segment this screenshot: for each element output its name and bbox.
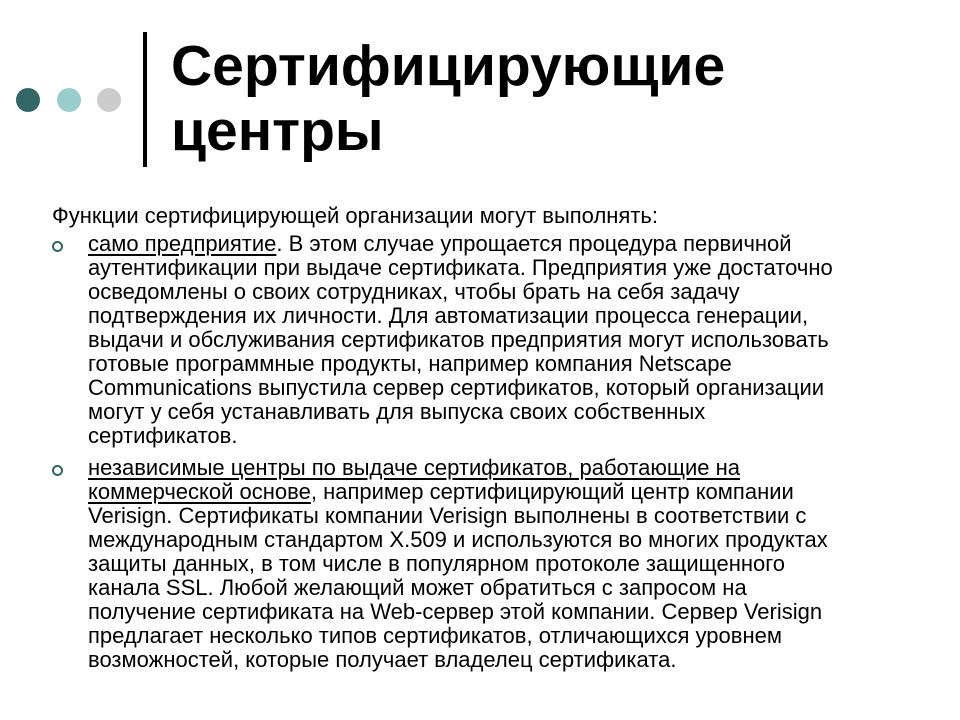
underlined-term: независимые центры по выдаче сертификатов, работающие на (88, 455, 740, 480)
text-segment: выдачи и обслуживания сертификатов предприятия могут использовать (88, 327, 829, 352)
bullet-ring-icon (52, 241, 63, 252)
bullet-1-line (88, 232, 792, 256)
underlined-term: коммерческой основе (88, 479, 311, 504)
text-segment: готовые программные продукты, например компания Netscape (88, 351, 732, 376)
bullet-1-line (88, 352, 732, 376)
text-segment: предлагает несколько типов сертификатов, отличающихся уровнем (88, 623, 782, 648)
bullet-1-line (88, 424, 237, 448)
text-segment: осведомлены о своих сотрудниках, чтобы брать на себя задачу (88, 279, 740, 304)
bullet-ring-icon (52, 465, 63, 476)
text-segment: канала SSL. Любой желающий может обратиться с запросом на (88, 575, 747, 600)
bullet-2-line (88, 624, 782, 648)
bullet-2-line (88, 600, 822, 624)
text-segment: защиты данных, в том числе в популярном протоколе защищенного (88, 551, 786, 576)
text-segment: подтверждения их личности. Для автоматизации процесса генерации, (88, 303, 809, 328)
bullet-2-line (88, 576, 747, 600)
bullet-2-line (88, 456, 740, 480)
bullet-1-line (88, 376, 824, 400)
text-segment: , например сертифицирующий центр компании (310, 479, 794, 504)
bullet-1-line (88, 400, 705, 424)
text-segment: получение сертификата на Web-сервер этой компании. Сервер Verisign (88, 599, 823, 624)
bullet-2-line (88, 528, 828, 552)
slide-title-line-1: Сертифицирующие (171, 34, 726, 98)
text-segment: Communications выпустила сервер сертификатов, который организации (88, 375, 825, 400)
text-segment: аутентификации при выдаче сертификата. Предприятия уже достаточно (88, 255, 833, 280)
bullet-1-line (88, 256, 833, 280)
text-segment: могут у себя устанавливать для выпуска своих собственных (88, 399, 706, 424)
text-segment: Verisign. Сертификаты компании Verisign выполнены в соответствии с (88, 503, 807, 528)
bullet-1-line (88, 280, 740, 304)
bullet-1-line (88, 328, 829, 352)
bullet-2-line (88, 552, 785, 576)
bullet-2-line (88, 504, 806, 528)
text-segment: возможностей, которые получает владелец сертификата. (88, 647, 677, 672)
underlined-term: само предприятие (88, 231, 277, 256)
intro-text: Функции сертифицирующей организации могут выполнять: (52, 203, 658, 228)
bullet-2-line (88, 648, 676, 672)
bullet-1-line (88, 304, 808, 328)
text-segment: . В этом случае упрощается процедура первичной (276, 231, 792, 256)
slide-title-line-2: центры (171, 99, 384, 163)
text-segment: международным стандартом X.509 и используются во многих продуктах (88, 527, 828, 552)
text-segment: сертификатов. (88, 423, 238, 448)
bullet-2-line (88, 480, 794, 504)
